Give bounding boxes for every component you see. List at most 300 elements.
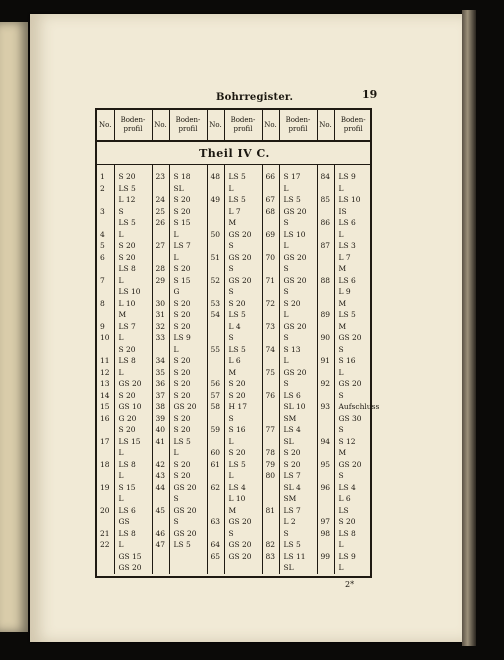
left-page-edge <box>0 22 28 632</box>
soil-profile-entry: LS 5 <box>118 218 136 227</box>
bore-number <box>208 505 224 517</box>
soil-profile-entry: L <box>338 229 344 239</box>
soil-profile-entry: L 9 <box>338 287 351 296</box>
soil-profile-entry: L <box>173 344 179 354</box>
soil-profile-entry: S <box>338 344 344 354</box>
bore-number <box>208 493 224 505</box>
soil-profile-entry: S 20 <box>118 172 136 181</box>
bore-number: 14 <box>100 390 110 400</box>
bore-number: 47 <box>155 540 166 549</box>
bore-number: 83 <box>265 551 276 561</box>
soil-profile-entry: S 20 <box>173 356 191 365</box>
soil-profile-entry: LS 10 <box>283 229 306 239</box>
bore-number <box>318 263 334 275</box>
bore-number <box>97 447 114 459</box>
bore-number: 35 <box>155 367 166 377</box>
section-row <box>97 141 372 165</box>
soil-profile-entry: S 16 <box>338 356 356 365</box>
soil-profile-entry: GS 20 <box>338 459 362 469</box>
soil-profile-entry: S 20 <box>118 344 136 354</box>
bore-number: 33 <box>155 333 166 342</box>
soil-profile-entry: S 20 <box>228 390 246 400</box>
soil-profile-entry: S <box>173 494 179 503</box>
bore-number: 68 <box>265 206 276 216</box>
bore-number <box>318 367 334 379</box>
no-column-4 <box>262 165 279 574</box>
soil-profile-entry: S <box>228 287 234 296</box>
bore-number: 61 <box>210 459 221 469</box>
bore-number: 96 <box>320 482 331 492</box>
bore-number: 9 <box>100 321 105 331</box>
bore-number: 3 <box>100 206 105 216</box>
soil-profile-entry: S 15 <box>118 482 136 492</box>
soil-profile-entry: LS 10 <box>118 287 141 296</box>
soil-profile-entry: S 20 <box>228 379 246 388</box>
soil-profile-entry: SM <box>283 494 297 503</box>
signature-mark: 2* <box>345 580 355 589</box>
bore-number <box>97 424 114 436</box>
soil-profile-entry: LS 9 <box>173 333 191 342</box>
bore-number: 10 <box>100 333 110 342</box>
no-column-3 <box>207 165 224 574</box>
bore-number: 42 <box>155 459 166 469</box>
soil-profile-entry: LS 9 <box>338 172 356 181</box>
bore-number: 59 <box>210 425 221 434</box>
bore-number <box>318 470 334 482</box>
soil-profile-entry: Aufschluss <box>338 402 380 411</box>
soil-profile-entry: S 15 <box>173 275 191 285</box>
soil-profile-entry: GS 20 <box>228 275 252 285</box>
soil-profile-entry: S 15 <box>173 218 191 227</box>
soil-profile-entry: S <box>338 425 344 434</box>
soil-profile-entry: S 20 <box>283 448 301 457</box>
soil-profile-entry: L <box>283 183 289 193</box>
soil-profile-entry: SL <box>283 563 294 572</box>
soil-profile-entry: M <box>338 321 347 331</box>
soil-profile-entry: GS 20 <box>283 321 307 331</box>
bore-number: 91 <box>320 356 331 365</box>
bore-number <box>318 183 334 195</box>
soil-profile-entry: S 20 <box>173 367 191 377</box>
bore-number: 53 <box>210 298 221 308</box>
soil-profile-entry: GS 20 <box>228 252 252 262</box>
bore-number <box>153 183 169 195</box>
bore-number: 70 <box>265 252 276 262</box>
no-column-2 <box>152 165 169 574</box>
bore-number <box>263 240 279 252</box>
soil-profile-entry: LS 8 <box>118 264 136 273</box>
soil-profile-entry: LS 10 <box>338 195 361 204</box>
soil-profile-entry: L <box>338 563 344 572</box>
soil-profile-entry: LS 6 <box>338 218 356 227</box>
soil-profile-entry: LS 6 <box>338 275 356 285</box>
bore-number <box>263 516 279 528</box>
soil-profile-entry: LS 5 <box>283 540 301 549</box>
header-bodenprofil: Boden- profil <box>224 110 262 141</box>
bore-number: 19 <box>100 482 110 492</box>
bore-number <box>153 229 169 241</box>
bore-number: 51 <box>210 252 221 262</box>
bore-number <box>208 321 224 333</box>
soil-profile-entry: GS 20 <box>338 333 362 342</box>
bore-number <box>318 229 334 241</box>
table-body-row <box>97 165 372 574</box>
soil-profile-entry: GS 20 <box>228 517 252 526</box>
soil-profile-entry: S <box>228 413 234 423</box>
soil-profile-entry: SL 10 <box>283 402 306 411</box>
bore-number: 74 <box>265 344 276 354</box>
soil-profile-entry: S 20 <box>173 310 191 319</box>
soil-profile-entry: M <box>338 298 347 308</box>
bore-number <box>318 539 334 551</box>
bore-number <box>208 355 224 367</box>
bore-number: 41 <box>155 436 166 446</box>
soil-profile-entry: GS 20 <box>283 206 307 216</box>
soil-profile-entry: GS 20 <box>118 379 142 388</box>
soil-profile-entry: S <box>228 241 234 250</box>
soil-profile-entry: S <box>228 333 234 342</box>
soil-profile-entry: S 17 <box>283 172 301 181</box>
bore-number: 86 <box>320 218 331 227</box>
soil-profile-entry: GS 30 <box>338 413 362 423</box>
bore-number <box>263 217 279 229</box>
bore-number: 5 <box>100 241 105 250</box>
soil-profile-entry: GS 10 <box>118 402 142 411</box>
bore-number <box>208 528 224 540</box>
soil-profile-entry: GS 20 <box>173 402 197 411</box>
soil-profile-entry: LS 7 <box>118 321 136 331</box>
soil-profile-entry: L <box>118 540 124 549</box>
soil-profile-entry: LS 5 <box>118 183 136 193</box>
header-bodenprofil: Boden- profil <box>169 110 207 141</box>
bore-number: 4 <box>100 229 105 239</box>
bore-number <box>208 367 224 379</box>
bore-number <box>318 493 334 505</box>
bore-number <box>97 516 114 528</box>
bore-number <box>153 493 169 505</box>
header-bodenprofil: Boden- profil <box>114 110 152 141</box>
soil-profile-entry: M <box>228 218 237 227</box>
soil-profile-entry: LS 6 <box>283 390 301 400</box>
bore-number <box>318 424 334 436</box>
soil-profile-entry: S 20 <box>173 195 191 204</box>
bore-number: 81 <box>265 505 276 515</box>
soil-profile-entry: L <box>173 229 179 239</box>
bore-number: 88 <box>320 275 331 285</box>
bore-number <box>208 206 224 218</box>
soil-profile-entry: IS <box>338 206 347 216</box>
bore-number: 69 <box>265 229 276 239</box>
soil-profile-entry: GS 20 <box>173 482 197 492</box>
bore-number: 13 <box>100 379 110 388</box>
bore-number <box>153 447 169 459</box>
soil-profile-entry: L <box>118 275 124 285</box>
soil-profile-entry: LS 5 <box>228 459 246 469</box>
soil-profile-entry: S 20 <box>173 379 191 388</box>
bore-number <box>97 470 114 482</box>
soil-profile-entry: GS 20 <box>173 505 197 515</box>
soil-profile-entry: L <box>118 494 124 503</box>
header-no: No. <box>152 110 169 141</box>
bore-number: 84 <box>320 172 331 181</box>
bore-number: 48 <box>210 172 221 181</box>
soil-profile-entry: G 20 <box>118 413 137 423</box>
bore-number: 32 <box>155 321 166 331</box>
header-bodenprofil: Boden- profil <box>279 110 317 141</box>
soil-profile-entry: S 20 <box>118 252 136 262</box>
bore-number: 54 <box>210 310 221 319</box>
soil-profile-entry: S <box>283 379 289 388</box>
bore-number: 60 <box>210 448 221 457</box>
soil-profile-entry: S <box>338 390 344 400</box>
soil-profile-entry: LS 8 <box>118 356 136 365</box>
soil-profile-entry: LS 4 <box>283 425 301 434</box>
bore-number: 39 <box>155 413 166 423</box>
bore-number <box>153 252 169 264</box>
bore-number: 57 <box>210 390 221 400</box>
section-title: Theil IV C. <box>97 141 372 165</box>
soil-profile-entry: S <box>173 517 179 526</box>
soil-profile-entry: S 16 <box>228 425 246 434</box>
soil-profile-entry: L <box>173 252 179 262</box>
soil-profile-entry: S 20 <box>173 413 191 423</box>
profile-column-2 <box>169 165 207 574</box>
soil-profile-entry: S 20 <box>283 298 301 308</box>
bore-number: 45 <box>155 505 166 515</box>
bore-number <box>263 378 279 390</box>
soil-profile-entry: S 13 <box>283 344 301 354</box>
bore-number: 63 <box>210 517 221 526</box>
profile-column-4 <box>279 165 317 574</box>
soil-profile-entry: SL <box>283 436 294 446</box>
header-no: No. <box>207 110 224 141</box>
bore-number: 43 <box>155 471 166 480</box>
bore-number: 25 <box>155 206 166 216</box>
soil-profile-entry: GS 20 <box>228 540 252 549</box>
soil-profile-entry: LS 3 <box>338 241 356 250</box>
soil-profile-entry: S 20 <box>283 459 301 469</box>
bore-number: 55 <box>210 344 221 354</box>
bore-number <box>97 194 114 206</box>
bore-number: 44 <box>155 482 166 492</box>
bore-number <box>263 263 279 275</box>
bore-number <box>97 263 114 275</box>
soil-profile-entry: LS 7 <box>173 241 191 250</box>
soil-profile-entry: GS 20 <box>283 275 307 285</box>
bore-number <box>97 217 114 229</box>
soil-profile-entry: S <box>283 333 289 342</box>
bore-number: 24 <box>155 195 166 204</box>
bohrregister-table <box>95 108 380 578</box>
soil-profile-entry: S <box>283 218 289 227</box>
bore-number: 64 <box>210 540 221 549</box>
soil-profile-entry: LS 11 <box>283 551 306 561</box>
bore-number: 92 <box>320 379 331 388</box>
bore-number: 18 <box>100 459 110 469</box>
soil-profile-entry: M <box>118 310 127 319</box>
bore-number: 50 <box>210 229 221 239</box>
bore-number: 20 <box>100 505 110 515</box>
soil-profile-entry: L <box>228 183 234 193</box>
bore-number <box>153 286 169 298</box>
profile-column-1 <box>114 165 152 574</box>
soil-profile-entry: L <box>173 448 179 457</box>
soil-profile-entry: L <box>338 540 344 549</box>
soil-profile-entry: LS 7 <box>283 505 301 515</box>
soil-profile-entry: S 20 <box>118 390 136 400</box>
soil-profile-entry: LS 9 <box>338 551 356 561</box>
bore-number <box>263 413 279 425</box>
bore-number: 8 <box>100 298 105 308</box>
bore-number <box>153 516 169 528</box>
header-bodenprofil: Boden- profil <box>334 110 372 141</box>
bore-number: 65 <box>210 551 221 561</box>
bore-number <box>318 413 334 425</box>
header-no: No. <box>97 110 114 141</box>
no-column-1 <box>97 165 114 574</box>
soil-profile-entry: GS 20 <box>228 229 252 239</box>
bore-number <box>318 390 334 402</box>
bore-number: 77 <box>265 425 276 434</box>
soil-profile-entry: GS 20 <box>283 367 307 377</box>
bore-number <box>97 309 114 321</box>
soil-profile-entry: LS 5 <box>283 195 301 204</box>
soil-profile-entry: LS 5 <box>173 540 191 549</box>
soil-profile-entry: LS 4 <box>338 482 356 492</box>
bore-number: 71 <box>265 275 276 285</box>
bore-number: 34 <box>155 356 166 365</box>
bore-number: 11 <box>100 356 110 365</box>
soil-profile-entry: L <box>338 183 344 193</box>
soil-profile-entry: L <box>118 448 124 457</box>
bore-number <box>263 493 279 505</box>
soil-profile-entry: LS 5 <box>228 310 246 319</box>
page-number: 19 <box>362 88 378 101</box>
bore-number: 21 <box>100 528 110 538</box>
soil-profile-entry: S 20 <box>228 448 246 457</box>
bore-number: 58 <box>210 402 221 411</box>
bore-number: 56 <box>210 379 221 388</box>
soil-profile-entry: S <box>228 264 234 273</box>
bore-number: 89 <box>320 310 331 319</box>
bore-number: 28 <box>155 264 166 273</box>
bore-number: 72 <box>265 298 276 308</box>
bore-number: 22 <box>100 540 110 549</box>
soil-profile-entry: LS <box>338 505 349 515</box>
bore-number: 76 <box>265 390 276 400</box>
bore-number: 52 <box>210 275 221 285</box>
bore-number: 82 <box>265 540 276 549</box>
soil-profile-entry: S 20 <box>173 298 191 308</box>
soil-profile-entry: S 20 <box>338 517 356 526</box>
bore-number: 75 <box>265 367 276 377</box>
bore-number: 98 <box>320 528 331 538</box>
bore-number <box>208 413 224 425</box>
soil-profile-entry: L <box>228 436 234 446</box>
soil-profile-entry: S <box>283 264 289 273</box>
bore-number <box>208 263 224 275</box>
soil-profile-entry: S 12 <box>338 436 356 446</box>
soil-profile-entry: LS 7 <box>283 471 301 480</box>
soil-profile-entry: L <box>118 471 124 480</box>
bore-number: 62 <box>210 482 221 492</box>
bore-number <box>208 183 224 195</box>
soil-profile-entry: L 10 <box>118 298 136 308</box>
soil-profile-entry: G <box>173 287 180 296</box>
bore-number: 67 <box>265 195 276 204</box>
bore-number <box>97 493 114 505</box>
bore-number: 80 <box>265 471 276 480</box>
bore-number <box>263 309 279 321</box>
bore-number <box>263 436 279 448</box>
bore-number: 36 <box>155 379 166 388</box>
bore-number: 29 <box>155 275 166 285</box>
bore-number: 37 <box>155 390 166 400</box>
profile-column-5 <box>334 165 380 574</box>
soil-profile-entry: SL 4 <box>283 482 301 492</box>
soil-profile-entry: LS 5 <box>228 195 246 204</box>
bore-number: 40 <box>155 425 166 434</box>
soil-profile-entry: GS 20 <box>283 252 307 262</box>
bore-number <box>318 298 334 310</box>
soil-profile-entry: L 7 <box>338 252 351 262</box>
bore-number <box>318 321 334 333</box>
bore-number: 26 <box>155 218 166 227</box>
bore-number <box>263 355 279 367</box>
bore-number: 97 <box>320 517 331 526</box>
bore-number: 30 <box>155 298 166 308</box>
soil-profile-entry: GS <box>118 517 130 526</box>
bore-number: 78 <box>265 448 276 457</box>
bore-number: 12 <box>100 367 110 377</box>
soil-profile-entry: SM <box>283 413 297 423</box>
soil-profile-entry: S 20 <box>173 321 191 331</box>
soil-profile-entry: M <box>228 505 237 515</box>
header-no: No. <box>262 110 279 141</box>
soil-profile-entry: S 18 <box>173 172 191 181</box>
header-no: No. <box>317 110 334 141</box>
bore-number <box>318 252 334 264</box>
bore-number: 87 <box>320 241 331 250</box>
bore-number <box>318 286 334 298</box>
soil-profile-entry: L 4 <box>228 321 241 331</box>
header-row <box>97 110 372 141</box>
bore-number <box>208 286 224 298</box>
bore-number <box>208 217 224 229</box>
bore-number: 95 <box>320 459 331 469</box>
bore-number: 38 <box>155 402 166 411</box>
bore-number <box>208 240 224 252</box>
soil-profile-entry: L <box>283 310 289 319</box>
soil-profile-entry: S 20 <box>173 425 191 434</box>
bore-number: 79 <box>265 459 276 469</box>
soil-profile-entry: LS 8 <box>118 528 136 538</box>
bore-number <box>263 332 279 344</box>
soil-profile-entry: L 10 <box>228 494 246 503</box>
bore-number <box>97 344 114 356</box>
running-header: Bohrregister. <box>216 92 294 103</box>
soil-profile-entry: GS 20 <box>118 563 142 572</box>
soil-profile-entry: M <box>338 264 347 273</box>
bore-number <box>208 436 224 448</box>
bore-number <box>208 470 224 482</box>
bore-number: 46 <box>155 528 166 538</box>
soil-profile-entry: L <box>338 367 344 377</box>
soil-profile-entry: S 20 <box>118 241 136 250</box>
soil-profile-entry: M <box>338 448 347 457</box>
bore-number <box>318 447 334 459</box>
soil-profile-entry: L 2 <box>283 517 296 526</box>
